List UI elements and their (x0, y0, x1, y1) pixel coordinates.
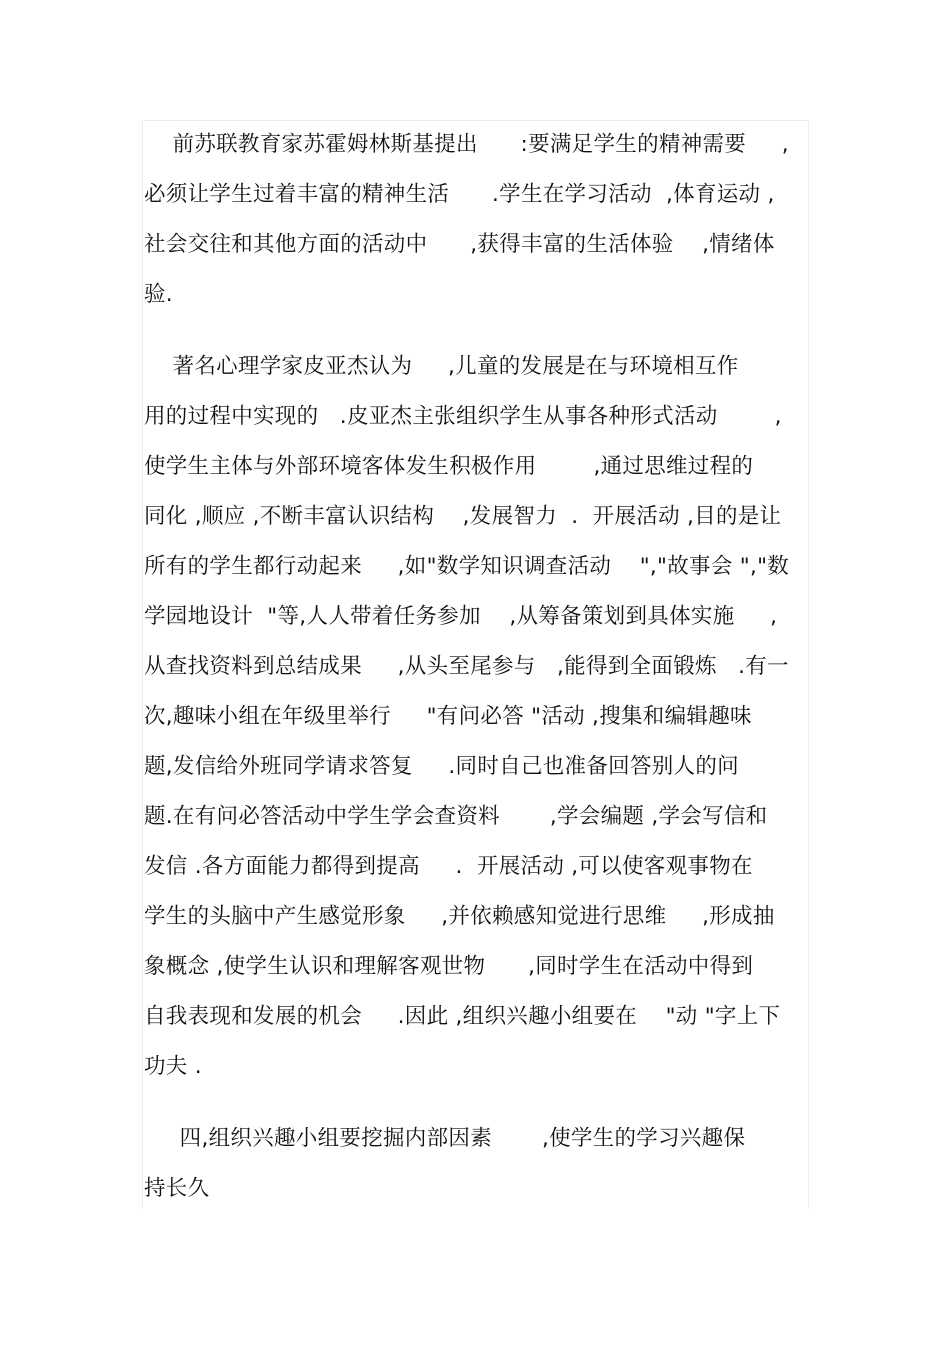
paragraph-2-line-6: 学园地设计 "等,人人带着任务参加 ,从筹备策划到具体实施 , (144, 604, 778, 629)
paragraph-2-line-2: 用的过程中实现的 .皮亚杰主张组织学生从事各种形式活动 , (144, 404, 782, 429)
paragraph-2-line-7: 从查找资料到总结成果 ,从头至尾参与 ,能得到全面锻炼 .有一 (144, 654, 789, 679)
paragraph-2-line-11: 发信 .各方面能力都得到提高 . 开展活动 ,可以使客观事物在 (144, 854, 753, 879)
paragraph-2-line-12: 学生的头脑中产生感觉形象 ,并依赖感知觉进行思维 ,形成抽 (144, 904, 775, 929)
section-heading-line-1: 四,组织兴趣小组要挖掘内部因素 ,使学生的学习兴趣保 (144, 1126, 746, 1151)
paragraph-2-line-9: 题,发信给外班同学请求答复 .同时自己也准备回答别人的问 (144, 754, 739, 779)
paragraph-2-line-14: 自我表现和发展的机会 .因此 ,组织兴趣小组要在 "动 "字上下 (144, 1004, 781, 1029)
section-heading-line-2: 持长久 (144, 1176, 210, 1201)
paragraph-1-line-1: 前苏联教育家苏霍姆林斯基提出 :要满足学生的精神需要 , (144, 132, 789, 157)
paragraph-2-line-13: 象概念 ,使学生认识和理解客观世物 ,同时学生在活动中得到 (144, 954, 754, 979)
paragraph-2-line-4: 同化 ,顺应 ,不断丰富认识结构 ,发展智力 . 开展活动 ,目的是让 (144, 504, 782, 529)
paragraph-2-line-3: 使学生主体与外部环境客体发生积极作用 ,通过思维过程的 (144, 454, 754, 479)
paragraph-1-line-2: 必须让学生过着丰富的精神生活 .学生在学习活动 ,体育运动 , (144, 182, 775, 207)
paragraph-1-line-3: 社会交往和其他方面的活动中 ,获得丰富的生活体验 ,情绪体 (144, 232, 775, 257)
paragraph-2-line-5: 所有的学生都行动起来 ,如"数学知识调查活动 ","故事会 ","数 (144, 554, 790, 579)
paragraph-2-line-10: 题.在有问必答活动中学生学会查资料 ,学会编题 ,学会写信和 (144, 804, 768, 829)
paragraph-2-line-8: 次,趣味小组在年级里举行 "有问必答 "活动 ,搜集和编辑趣味 (144, 704, 752, 729)
paragraph-1-line-4: 验. (144, 282, 173, 307)
paragraph-2-line-15: 功夫 . (144, 1054, 202, 1079)
paragraph-2-line-1: 著名心理学家皮亚杰认为 ,儿童的发展是在与环境相互作 (144, 354, 739, 379)
